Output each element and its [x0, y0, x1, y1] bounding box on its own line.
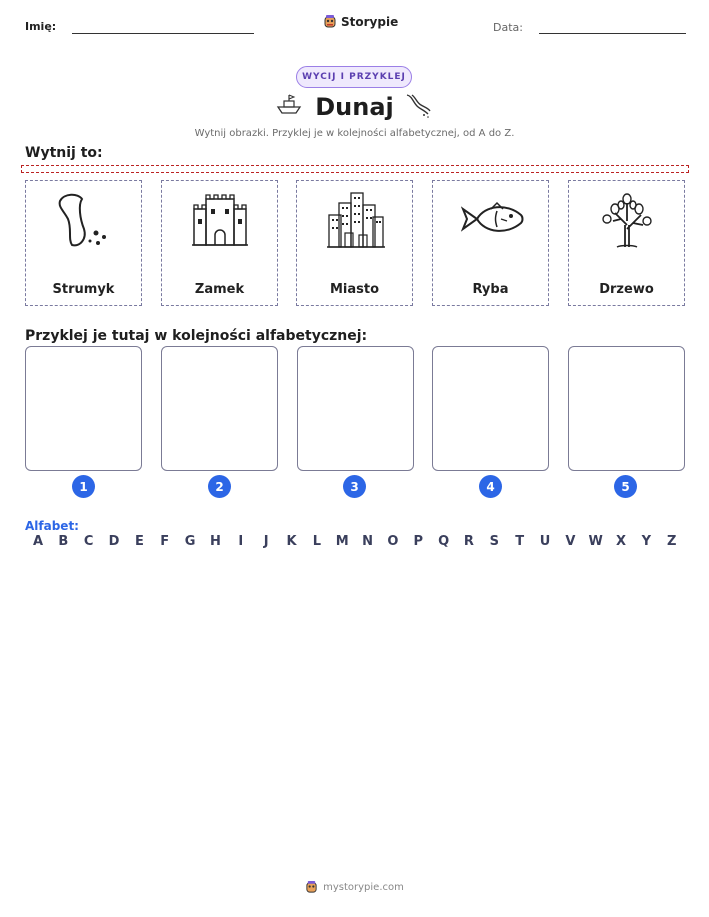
number-badge-1: 1 — [72, 475, 95, 498]
card-label: Strumyk — [52, 282, 115, 297]
alphabet-title: Alfabet: — [25, 519, 79, 533]
stream-icon — [54, 189, 114, 251]
footer-site: mystorypie.com — [323, 881, 404, 893]
footer — [0, 880, 709, 894]
alphabet-letter: K — [286, 534, 297, 549]
date-label: Data: — [493, 21, 523, 34]
paste-box-5[interactable] — [568, 346, 685, 471]
alphabet-letter: J — [263, 534, 269, 549]
alphabet-letter: W — [588, 534, 603, 549]
number-badge-2: 2 — [208, 475, 231, 498]
storypie-mascot-icon — [305, 880, 318, 894]
card-label: Miasto — [329, 282, 380, 297]
brand-logo — [323, 14, 398, 29]
alphabet-letter: P — [413, 534, 424, 549]
cut-card-stream[interactable] — [25, 180, 142, 306]
alphabet-letter: Y — [641, 534, 652, 549]
number-badge-4: 4 — [479, 475, 502, 498]
cut-line — [21, 165, 689, 173]
river-icon — [404, 92, 432, 122]
alphabet-letter: D — [108, 534, 120, 549]
alphabet-letter: N — [362, 534, 373, 549]
paste-section-title: Przyklej je tutaj w kolejności alfabetycznej: — [25, 328, 368, 344]
alphabet-letter: E — [134, 534, 144, 549]
alphabet-letter: A — [32, 534, 44, 549]
alphabet-letter: U — [539, 534, 551, 549]
alphabet-letter: O — [387, 534, 399, 549]
alphabet-letter: S — [489, 534, 499, 549]
name-line[interactable] — [72, 33, 254, 34]
fish-icon — [461, 189, 527, 251]
alphabet-letter: L — [312, 534, 321, 549]
alphabet-letter: I — [238, 534, 244, 549]
cut-card-tree[interactable] — [568, 180, 685, 306]
tree-icon — [597, 189, 657, 251]
alphabet-letter: Q — [438, 534, 450, 549]
instructions: Wytnij obrazki. Przyklej je w kolejności alfabetycznej, od A do Z. — [194, 128, 515, 139]
cut-section-title: Wytnij to: — [25, 145, 103, 161]
castle-icon — [190, 189, 250, 251]
card-label: Ryba — [472, 282, 509, 297]
name-label: Imię: — [25, 20, 57, 33]
storypie-mascot-icon — [323, 14, 337, 29]
cut-card-castle[interactable] — [161, 180, 278, 306]
paste-box-4[interactable] — [432, 346, 549, 471]
alphabet-letter: C — [83, 534, 94, 549]
alphabet-letter: Z — [667, 534, 677, 549]
alphabet-letter: X — [616, 534, 627, 549]
paste-box-1[interactable] — [25, 346, 142, 471]
number-badge-3: 3 — [343, 475, 366, 498]
alphabet-letter: G — [184, 534, 196, 549]
activity-badge: WYCIJ I PRZYKLEJ — [296, 66, 412, 88]
alphabet-letter: T — [515, 534, 525, 549]
page-title: Dunaj — [315, 93, 394, 121]
number-badge-5: 5 — [614, 475, 637, 498]
alphabet-letter: F — [160, 534, 170, 549]
date-line[interactable] — [539, 33, 686, 34]
alphabet-letter: M — [335, 534, 349, 549]
paste-box-3[interactable] — [297, 346, 414, 471]
cut-card-city[interactable] — [296, 180, 413, 306]
paste-box-2[interactable] — [161, 346, 278, 471]
alphabet-letter: H — [209, 534, 221, 549]
cut-card-fish[interactable] — [432, 180, 549, 306]
alphabet-letter: V — [565, 534, 576, 549]
card-label: Zamek — [194, 282, 245, 297]
city-icon — [325, 189, 387, 251]
alphabet-letter: B — [58, 534, 69, 549]
alphabet-letter: R — [463, 534, 474, 549]
card-label: Drzewo — [599, 282, 654, 297]
brand-name: Storypie — [341, 14, 399, 29]
